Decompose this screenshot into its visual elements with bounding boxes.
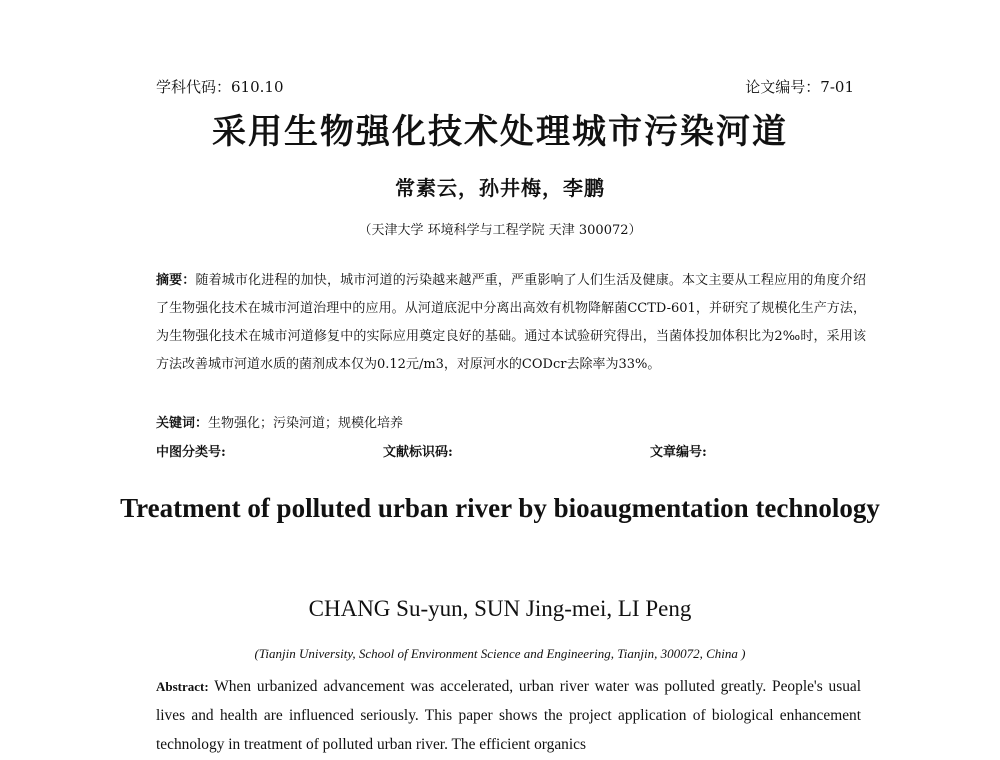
abstract-label-chinese: 摘要： xyxy=(156,273,196,288)
paper-number: 论文编号：7-01 xyxy=(745,78,854,96)
clc-label: 中图分类号: xyxy=(156,445,226,460)
abstract-label-english: Abstract: xyxy=(156,679,209,694)
abstract-english xyxy=(156,672,861,759)
abstract-text-english: When urbanized advancement was accelerated, urban river water was polluted greatly. People's usual lives and health are influenced seriously. This paper shows the project application of biological enhancement technology in treatment of polluted urban river. The efficient organics xyxy=(156,678,861,753)
abstract-text-chinese: 随着城市化进程的加快，城市河道的污染越来越严重，严重影响了人们生活及健康。本文主要从工程应用的角度介绍了生物强化技术在城市河道治理中的应用。从河道底泥中分离出高效有机物降解菌CCTD-601，并研究了规模化生产方法，为生物强化技术在城市河道修复中的实际应用奠定良好的基础。通过本试验研究得出，当菌体投加体积比为2‰时，采用该方法改善城市河道水质的菌剂成本仅为0.12元/m3，对原河水的CODcr去除率为33%。 xyxy=(156,273,866,372)
title-english: Treatment of polluted urban river by bioaugmentation technology xyxy=(120,493,880,523)
subject-code: 学科代码：610.10 xyxy=(156,78,284,96)
document-code-label: 文献标识码: xyxy=(383,445,453,460)
article-number-label: 文章编号: xyxy=(650,445,707,460)
keywords-label: 关键词： xyxy=(156,416,209,431)
affiliation-english: (Tianjin University, School of Environment Science and Engineering, Tianjin, 300072, China ) xyxy=(254,646,746,661)
keywords-chinese xyxy=(156,412,403,431)
authors-english: CHANG Su-yun, SUN Jing-mei, LI Peng xyxy=(308,596,692,621)
abstract-chinese xyxy=(156,267,866,379)
title-chinese: 采用生物强化技术处理城市污染河道 xyxy=(212,112,788,152)
keywords-text: 生物强化；污染河道；规模化培养 xyxy=(208,416,404,431)
affiliation-chinese: （天津大学 环境科学与工程学院 天津 300072） xyxy=(358,223,642,238)
authors-chinese: 常素云，孙井梅，李鹏 xyxy=(395,176,605,200)
